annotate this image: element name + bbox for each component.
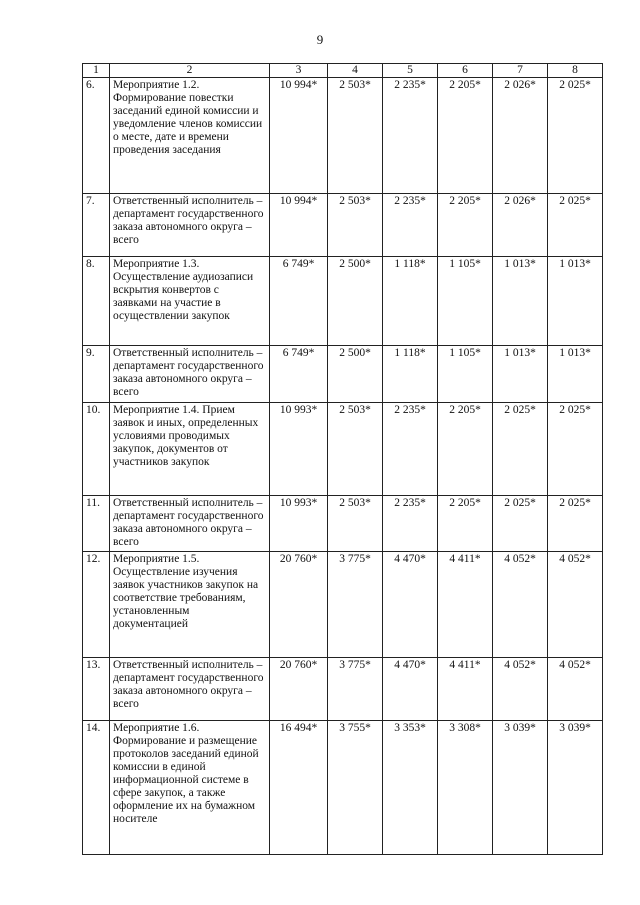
column-header: 5 bbox=[383, 64, 438, 78]
row-number: 11. bbox=[83, 496, 110, 552]
table-row bbox=[83, 658, 603, 721]
value-cell: 2 500* bbox=[328, 346, 383, 403]
value-cell: 1 013* bbox=[493, 257, 548, 346]
value-cell: 2 205* bbox=[438, 78, 493, 194]
value-cell: 2 026* bbox=[493, 194, 548, 257]
table-row bbox=[83, 194, 603, 257]
row-number: 6. bbox=[83, 78, 110, 194]
value-cell: 1 105* bbox=[438, 257, 493, 346]
value-cell: 10 994* bbox=[270, 194, 328, 257]
row-number: 7. bbox=[83, 194, 110, 257]
value-cell: 4 470* bbox=[383, 552, 438, 658]
row-name: Ответственный исполнитель – департамент государственного заказа автономного округа – всего bbox=[110, 496, 270, 552]
value-cell: 2 025* bbox=[493, 496, 548, 552]
value-cell: 2 235* bbox=[383, 78, 438, 194]
row-number: 8. bbox=[83, 257, 110, 346]
row-number: 13. bbox=[83, 658, 110, 721]
column-header: 7 bbox=[493, 64, 548, 78]
value-cell: 2 503* bbox=[328, 78, 383, 194]
value-cell: 4 052* bbox=[548, 658, 603, 721]
value-cell: 2 500* bbox=[328, 257, 383, 346]
row-name: Ответственный исполнитель – департамент государственного заказа автономного округа – всего bbox=[110, 658, 270, 721]
value-cell: 2 503* bbox=[328, 403, 383, 496]
value-cell: 1 105* bbox=[438, 346, 493, 403]
row-number: 10. bbox=[83, 403, 110, 496]
value-cell: 2 235* bbox=[383, 403, 438, 496]
value-cell: 4 470* bbox=[383, 658, 438, 721]
column-header: 8 bbox=[548, 64, 603, 78]
table-row bbox=[83, 78, 603, 194]
value-cell: 4 052* bbox=[493, 658, 548, 721]
value-cell: 2 503* bbox=[328, 194, 383, 257]
value-cell: 2 025* bbox=[548, 194, 603, 257]
value-cell: 4 411* bbox=[438, 552, 493, 658]
table-row bbox=[83, 257, 603, 346]
value-cell: 3 039* bbox=[548, 721, 603, 855]
value-cell: 2 026* bbox=[493, 78, 548, 194]
table-row bbox=[83, 552, 603, 658]
value-cell: 2 025* bbox=[493, 403, 548, 496]
column-header: 1 bbox=[83, 64, 110, 78]
value-cell: 3 755* bbox=[328, 721, 383, 855]
value-cell: 3 775* bbox=[328, 658, 383, 721]
row-name: Ответственный исполнитель – департамент государственного заказа автономного округа – всего bbox=[110, 194, 270, 257]
value-cell: 1 013* bbox=[548, 257, 603, 346]
column-header: 4 bbox=[328, 64, 383, 78]
value-cell: 4 052* bbox=[493, 552, 548, 658]
value-cell: 3 775* bbox=[328, 552, 383, 658]
value-cell: 4 411* bbox=[438, 658, 493, 721]
table-row bbox=[83, 496, 603, 552]
row-name: Мероприятие 1.5. Осуществление изучения заявок участников закупок на соответствие требованиям, установленным документацией bbox=[110, 552, 270, 658]
value-cell: 6 749* bbox=[270, 257, 328, 346]
budget-table bbox=[82, 63, 603, 855]
table-row bbox=[83, 721, 603, 855]
value-cell: 3 039* bbox=[493, 721, 548, 855]
value-cell: 2 205* bbox=[438, 496, 493, 552]
value-cell: 2 205* bbox=[438, 403, 493, 496]
value-cell: 2 205* bbox=[438, 194, 493, 257]
row-name: Мероприятие 1.4. Прием заявок и иных, определенных условиями проводимых закупок, документов от участников закупок bbox=[110, 403, 270, 496]
value-cell: 4 052* bbox=[548, 552, 603, 658]
value-cell: 10 993* bbox=[270, 496, 328, 552]
row-number: 12. bbox=[83, 552, 110, 658]
value-cell: 10 994* bbox=[270, 78, 328, 194]
value-cell: 2 025* bbox=[548, 78, 603, 194]
value-cell: 2 025* bbox=[548, 403, 603, 496]
value-cell: 20 760* bbox=[270, 658, 328, 721]
value-cell: 1 013* bbox=[493, 346, 548, 403]
value-cell: 1 118* bbox=[383, 346, 438, 403]
value-cell: 3 308* bbox=[438, 721, 493, 855]
column-header: 3 bbox=[270, 64, 328, 78]
value-cell: 2 235* bbox=[383, 194, 438, 257]
value-cell: 6 749* bbox=[270, 346, 328, 403]
row-number: 9. bbox=[83, 346, 110, 403]
value-cell: 10 993* bbox=[270, 403, 328, 496]
table-row bbox=[83, 403, 603, 496]
row-name: Мероприятие 1.2. Формирование повестки заседаний единой комиссии и уведомление членов комиссии о месте, дате и времени проведения заседания bbox=[110, 78, 270, 194]
value-cell: 1 118* bbox=[383, 257, 438, 346]
row-name: Мероприятие 1.3. Осуществление аудиозаписи вскрытия конвертов с заявками на участие в осуществлении закупок bbox=[110, 257, 270, 346]
value-cell: 1 013* bbox=[548, 346, 603, 403]
value-cell: 2 235* bbox=[383, 496, 438, 552]
value-cell: 2 503* bbox=[328, 496, 383, 552]
page-number: 9 bbox=[316, 32, 324, 47]
value-cell: 2 025* bbox=[548, 496, 603, 552]
row-name: Ответственный исполнитель – департамент государственного заказа автономного округа – всего bbox=[110, 346, 270, 403]
column-header: 2 bbox=[110, 64, 270, 78]
table-header-row bbox=[83, 64, 603, 78]
table-row bbox=[83, 346, 603, 403]
value-cell: 16 494* bbox=[270, 721, 328, 855]
value-cell: 20 760* bbox=[270, 552, 328, 658]
row-number: 14. bbox=[83, 721, 110, 855]
row-name: Мероприятие 1.6. Формирование и размещение протоколов заседаний единой комиссии в единой информационной системе в сфере закупок, а также оформление их на бумажном носителе bbox=[110, 721, 270, 855]
value-cell: 3 353* bbox=[383, 721, 438, 855]
column-header: 6 bbox=[438, 64, 493, 78]
